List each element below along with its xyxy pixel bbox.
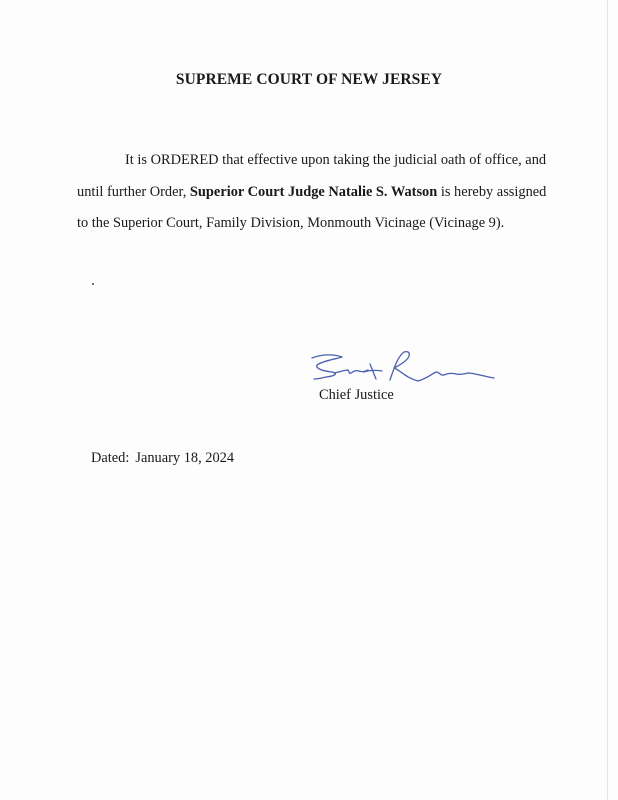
dated-value: January 18, 2024 <box>135 450 235 466</box>
dated-label: Dated: <box>91 450 130 466</box>
order-text-part1: It is ORDERED that effective upon taking the judicial oath of office, and until further Order, <box>77 152 547 200</box>
court-title: SUPREME COURT OF NEW JERSEY <box>175 71 443 88</box>
judge-name: Superior Court Judge Natalie S. Watson <box>189 183 438 200</box>
dated-line <box>91 450 234 467</box>
signer-title: Chief Justice <box>319 387 394 403</box>
order-paragraph <box>77 145 547 240</box>
page-edge-shadow <box>607 0 608 800</box>
order-text-part2: is hereby assigned to the Superior Court, Family Division, Monmouth Vicinage (Vicinage 9). <box>77 183 547 231</box>
stray-dot-mark <box>92 283 94 285</box>
